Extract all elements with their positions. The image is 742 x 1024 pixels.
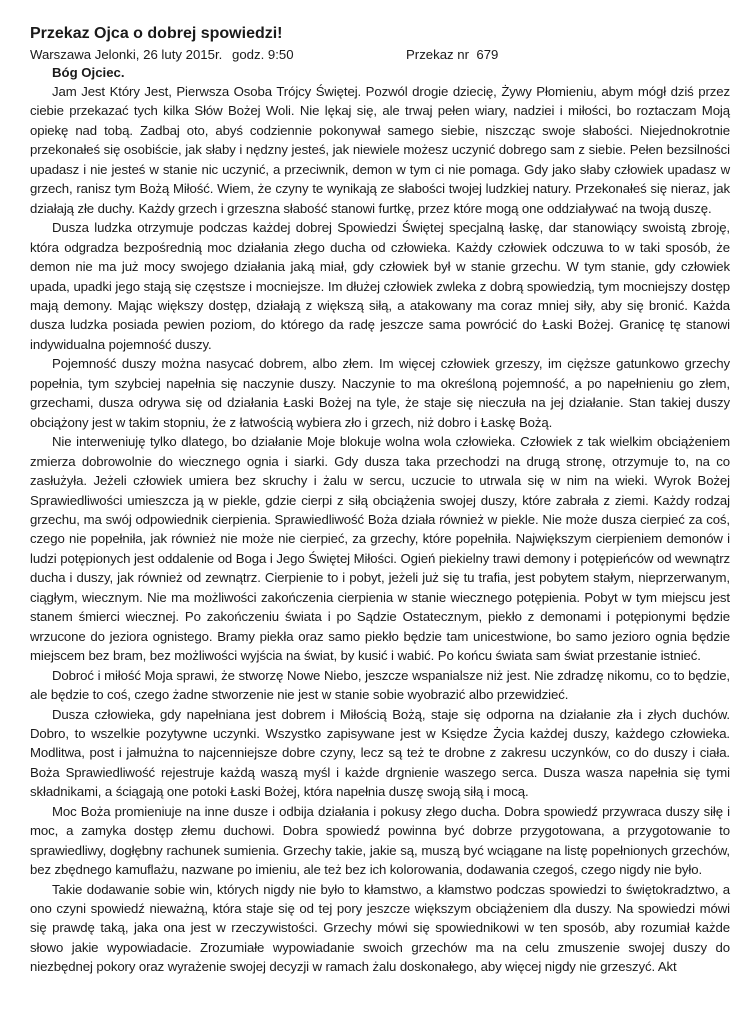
paragraph: Moc Boża promieniuje na inne dusze i odbija działania i pokusy złego ducha. Dobra spowiedź przywraca duszy siłę i moc, a zamyka dostęp złemu duchowi. Dobra spowiedź powinna być dobrze przygotowana, a przygotowanie to sprawiedliwy, dogłębny rachunek sumienia. Grzechy takie, jakie są, muszą być wciągane na listę popełnionych grzechów, bez zbędnego kamuflażu, nazwane po imieniu, ale też bez ich kolorowania, dodawania czegoś, czego nigdy nie było. (30, 803, 730, 878)
paragraph: Dobroć i miłość Moja sprawi, że stworzę Nowe Niebo, jeszcze wspanialsze niż jest. Nie zdradzę nikomu, co to będzie, ale będzie to coś, czego żadne stworzenie nie jest w stanie sobie wyobrazić albo przewidzieć. (30, 667, 730, 703)
document-title: Przekaz Ojca o dobrej spowiedzi! (30, 25, 283, 42)
greeting: Bóg Ojciec. (52, 65, 125, 80)
message-time: godz. 9:50 (232, 47, 294, 62)
place-date: Warszawa Jelonki, 26 luty 2015r. (30, 47, 223, 62)
paragraph: Pojemność duszy można nasycać dobrem, albo złem. Im więcej człowiek grzeszy, im cięższe gatunkowo grzechy popełnia, tym szybciej napełnia się naczynie duszy. Naczynie to ma określoną pojemność, a po napełnieniu go złem, grzechami, dusza odrywa się od działania Łaski Bożej na tyle, że staje się nieczuła na jej działanie. Stan takiej duszy obciążony jest w takim stopniu, że z łatwością wybiera zło i grzech, niż dobro i Łaskę Bożą. (30, 356, 730, 430)
document-page (30, 24, 730, 977)
message-number: Przekaz nr 679 (406, 47, 499, 62)
paragraph: Dusza człowieka, gdy napełniana jest dobrem i Miłością Bożą, staje się odporna na działanie zła i złych duchów. Dobro, to wszelkie pozytywne uczynki. Wszystko zapisywane jest w Księdze Życia każdej duszy, każdego człowieka. Modlitwa, post i jałmużna to najcenniejsze dobre czyny, lecz są też te drobne z zakresu uczynków, co do duszy i ciała. Boża Sprawiedliwość rejestruje każdą waszą myśl i każde drgnienie waszego serca. Dusza wasza napełnia się tymi składnikami, a ściągają one potoki Łaski Bożej, która napełnia duszę swoją siłą i mocą. (30, 706, 730, 800)
paragraph: Jam Jest Który Jest, Pierwsza Osoba Trójcy Świętej. Pozwól drogie dziecię, Żywy Płomieniu, abym mógł dziś przez ciebie przekazać tych kilka Słów Bożej Woli. Nie lękaj się, ale trwaj pełen wiary, nadziei i miłości, bo roztaczam Moją opiekę nad tobą. Zadbaj oto, abyś codziennie pokonywał samego siebie, niszcząc swoje słabości. Niejednokrotnie przekonałeś się osobiście, jak słaby i nędzny jesteś, jak niewiele możesz uczynić dobrego sam z siebie. Pełen bezsilności upadasz i nie jesteś w stanie nic uczynić, a przeciwnik, demon w tym ci nie pomaga. Gdy jako słaby człowiek upadasz w grzech, ranisz tym Bożą Miłość. Wiem, że czyny te wynikają ze słabości twojej ludzkiej natury. Przekonałeś się nieraz, jak działają złe duchy. Każdy grzech i grzeszna słabość stanowi furtkę, przez które mogą one oddziaływać na twoją duszę. (30, 84, 730, 216)
paragraph: Takie dodawanie sobie win, których nigdy nie było to kłamstwo, a kłamstwo podczas spowiedzi to świętokradztwo, a ono czyni spowiedź nieważną, która staje się od tej pory jeszcze większym obciążeniem dla duszy. Na spowiedzi mówi się prawdę taką, jaka ona jest w rzeczywistości. Grzechy mówi się spowiednikowi w ten sposób, aby rozumiał każde słowo jakie wypowiadacie. Zrozumiałe wypowiadanie swoich grzechów ma na celu zmuszenie swojej duszy do niezbędnej pokory oraz wyrażenie swojej decyzji w ramach żalu doskonałego, aby więcej nigdy nie grzeszyć. Akt (30, 881, 730, 975)
paragraph: Dusza ludzka otrzymuje podczas każdej dobrej Spowiedzi Świętej specjalną łaskę, dar stanowiący swoistą zbroję, która odgradza bezpośrednią moc działania złego ducha od człowieka. Każdy człowiek odczuwa to w taki sposób, że demon nie ma już mocy swojego działania jaką miał, gdy człowiek był w stanie grzechu. W tym stanie, gdy człowiek upada, upadki jego stają się częstsze i mocniejsze. Im dłużej człowiek zwleka z dobrą spowiedzią, tym mocniejszy dostęp mają demony. Mając większy dostęp, działają z większą siłą, a atakowany ma coraz mniej siły, aby się bronić. Każda dusza ludzka posiada pewien poziom, do którego da radę jeszcze sama powrócić do Łaski Bożej. Granicę tę stanowi indywidualna pojemność duszy. (30, 220, 730, 352)
paragraph: Nie interweniuję tylko dlatego, bo działanie Moje blokuje wolna wola człowieka. Człowiek z tak wielkim obciążeniem zmierza dobrowolnie do wiecznego ognia i siarki. Gdy dusza taka przechodzi na drugą stronę, otrzymuje to, na co zasłużyła. Jeżeli człowiek umiera bez skruchy i żalu w sercu, uczucie to utrwala się w nim na wieki. Wyrok Bożej Sprawiedliwości umieszcza ją w piekle, gdzie cierpi z siłą obciążenia swojej duszy, które zabrała z ziemi. Każdy rodzaj grzechu, ma swój odpowiednik cierpienia. Sprawiedliwość Boża działa również w piekle. Nie może dusza cierpieć za coś, czego nie popełniła, jak również nie może nie cierpieć, za grzechy, które popełniła. Największym cierpieniem demonów i ludzi potępionych jest oddalenie od Boga i Jego Świętej Miłości. Ogień piekielny trawi demony i potępieńców od wewnątrz ducha i duszy, jak również od zewnątrz. Cierpienie to i pobyt, jeżeli już się tu trafia, jest pobytem stałym, nieprzerwanym, ciągłym, wiecznym. Nie ma możliwości zakończenia cierpienia w stanie wiecznego potępienia. Pobyt w tym miejscu jest stanem śmierci wiecznej. Po zakończeniu świata i po Sądzie Ostatecznym, piekło z demonami i potępionymi będzie wrzucone do jeziora ognistego. Bramy piekła oraz samo piekło będzie tam unicestwione, bo samo jezioro ognia będzie miejscem bez bram, bez możliwości wyjścia na świat, by kusić i wabić. Po końcu świata sam świat przestanie istnieć. (30, 434, 730, 664)
document-meta (30, 46, 730, 64)
